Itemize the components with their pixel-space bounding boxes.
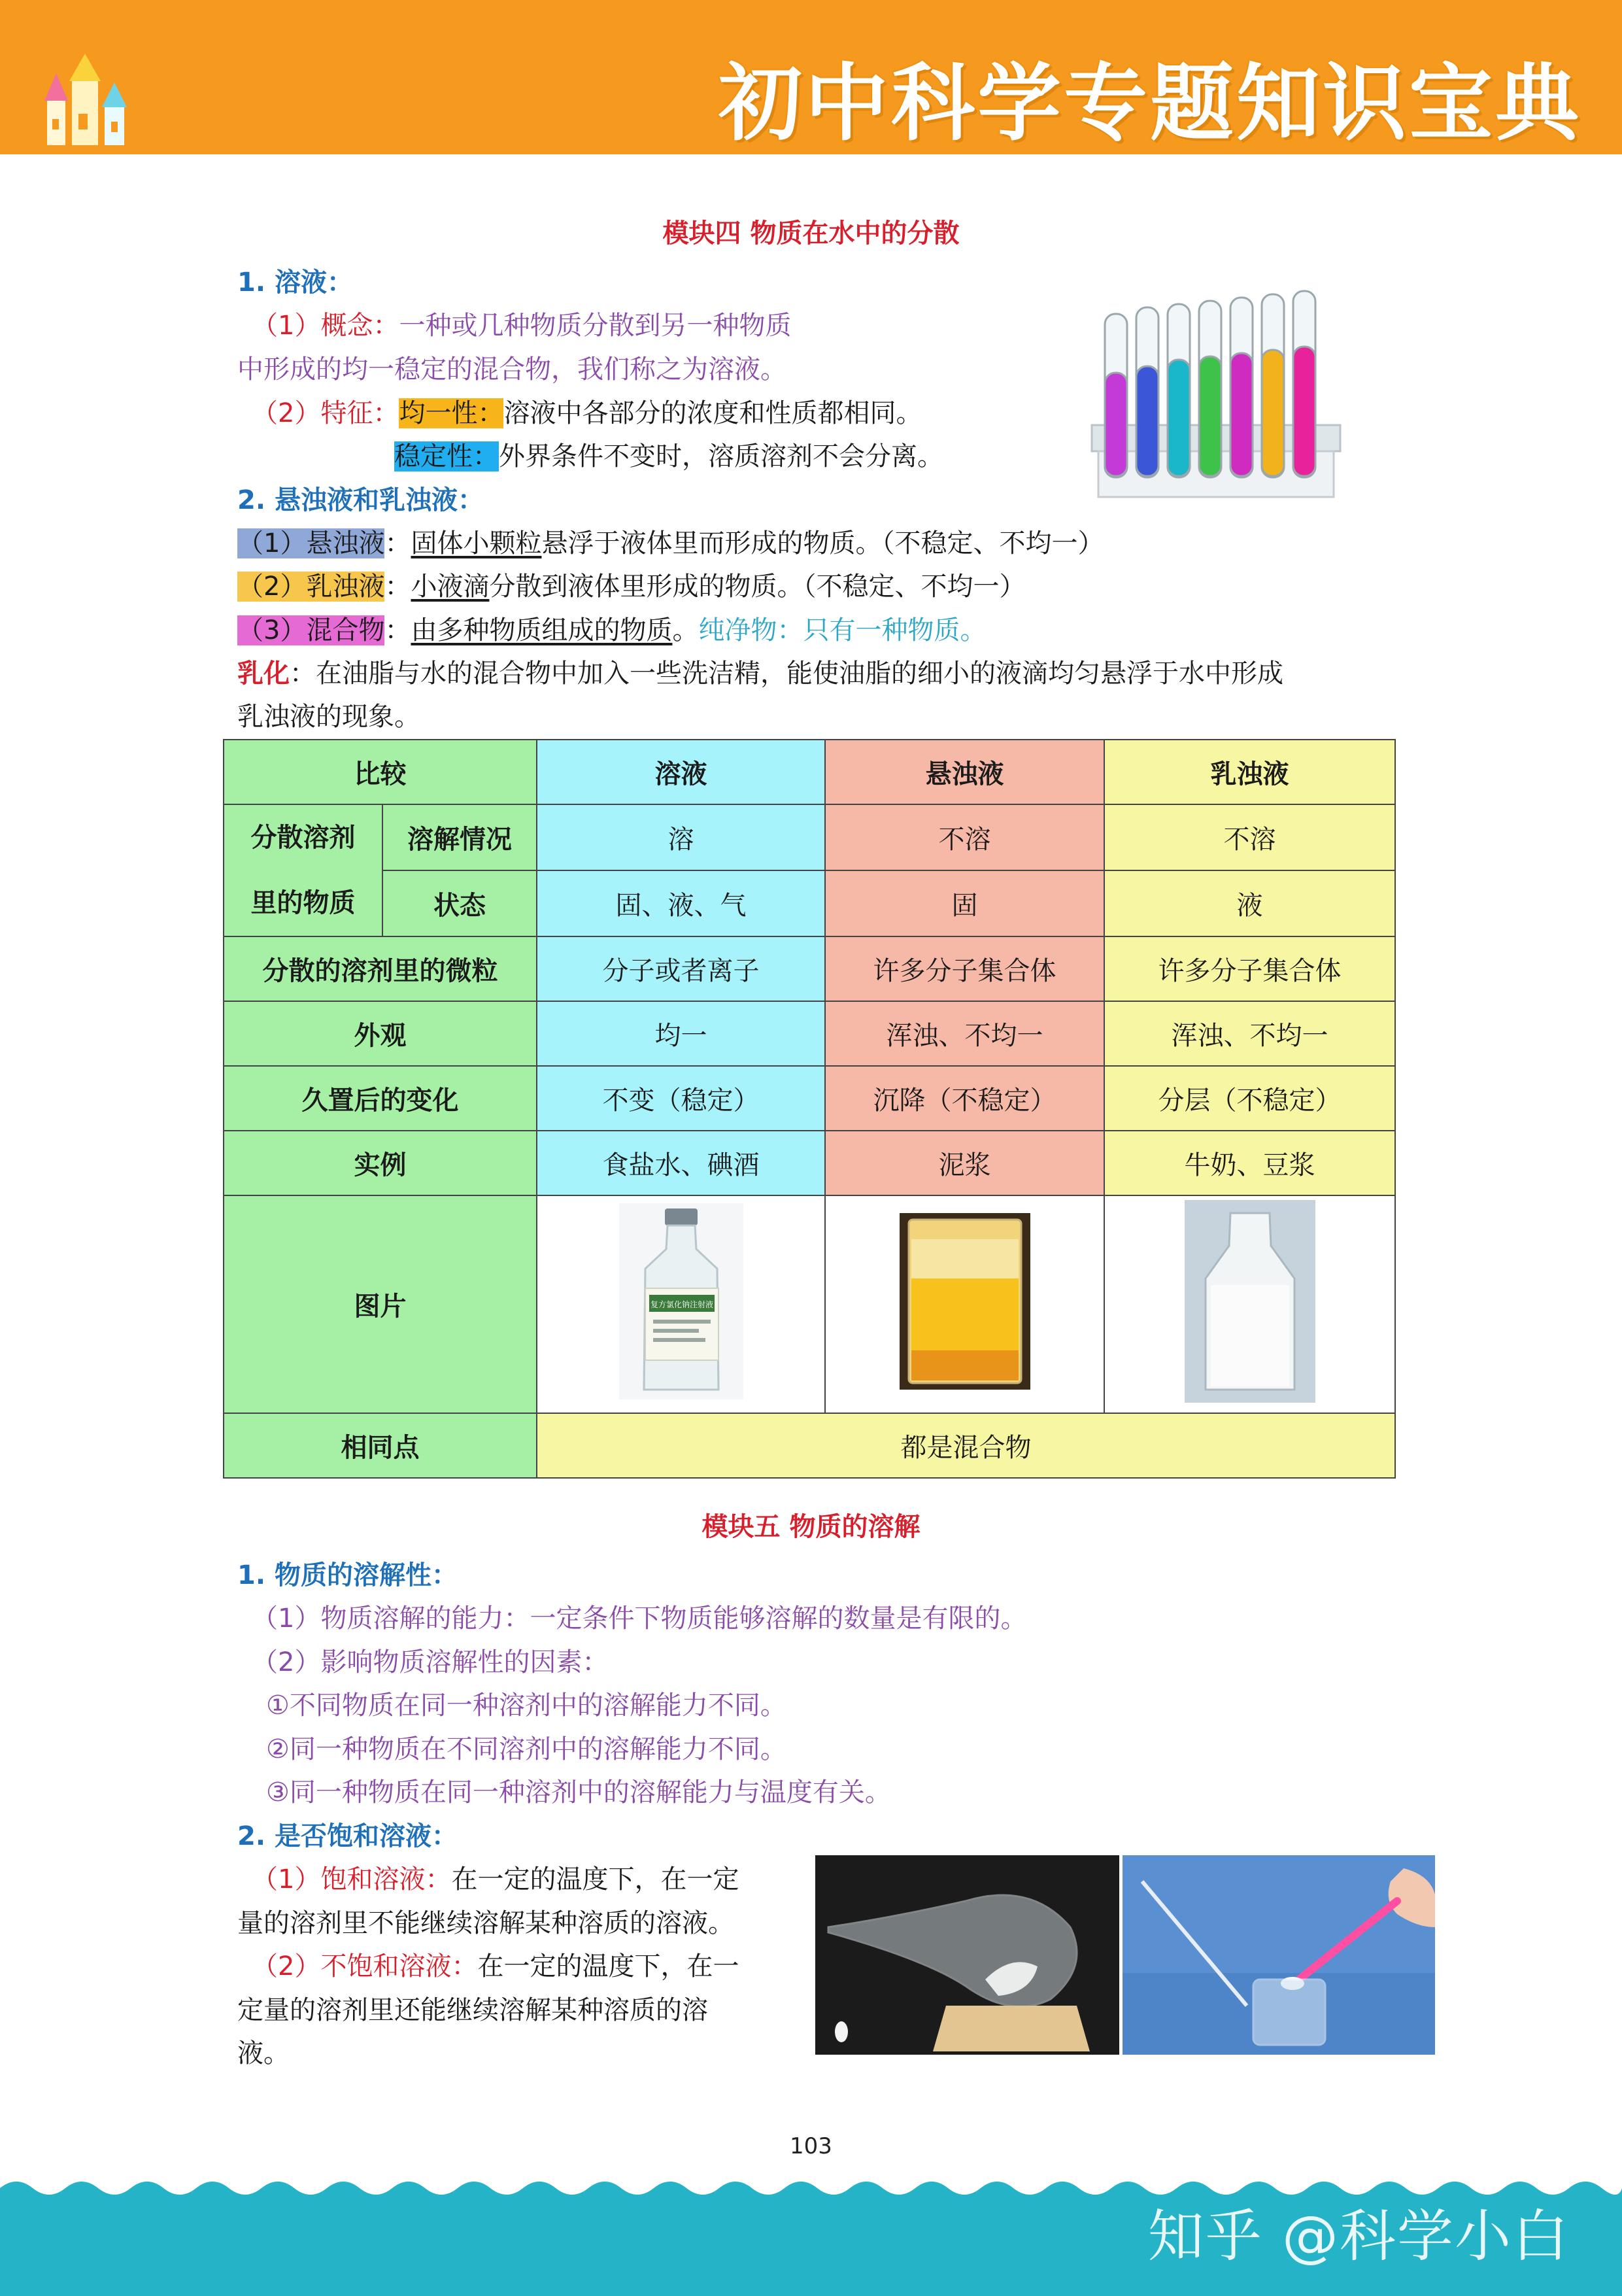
saturated-label: （1）饱和溶液： xyxy=(252,1864,452,1894)
table-row xyxy=(224,1131,1395,1195)
emulsify-line xyxy=(237,655,1283,692)
concept-text-2: 中形成的均一稳定的混合物，我们称之为溶液。 xyxy=(237,354,786,385)
section-solution-heading: 1. 溶液： xyxy=(237,267,353,298)
test-tubes-image xyxy=(1085,288,1347,504)
emulsion-key: 小液滴 xyxy=(411,572,490,602)
stirring-solution-image xyxy=(1123,1855,1435,2055)
cell: 浑浊、不均一 xyxy=(825,1001,1104,1066)
table-row xyxy=(224,1195,1395,1413)
solubility-ability: （1）物质溶解的能力：一定条件下物质能够溶解的数量是有限的。 xyxy=(252,1603,1027,1634)
mixture-colon: ： xyxy=(384,615,411,645)
emulsion-colon: ： xyxy=(384,572,411,602)
row-common-value: 都是混合物 xyxy=(537,1413,1395,1478)
table-row xyxy=(224,1001,1395,1066)
emulsify-text-2: 乳浊液的现象。 xyxy=(237,702,420,732)
unsaturated-text-1: 在一定的温度下，在一 xyxy=(477,1951,739,1981)
page-header xyxy=(0,0,1622,154)
cell: 均一 xyxy=(537,1001,825,1066)
section-saturated-heading: 2. 是否饱和溶液： xyxy=(237,1821,458,1851)
emulsify-text-1: ：在油脂与水的混合物中加入一些洗洁精，能使油脂的细小的液滴均匀悬浮于水中形成 xyxy=(290,659,1283,689)
factor-3: ③同一种物质在同一种溶剂中的溶解能力与温度有关。 xyxy=(266,1777,891,1808)
row-example-label: 实例 xyxy=(224,1131,537,1195)
stable-text: 外界条件不变时，溶质溶剂不会分离。 xyxy=(499,441,943,471)
mixture-period: 。 xyxy=(672,615,699,645)
suspension-photo-cell xyxy=(825,1195,1104,1413)
header-title: 初中科学专题知识宝典 xyxy=(718,55,1581,152)
stable-line xyxy=(394,438,943,475)
cell: 液 xyxy=(1104,870,1395,936)
stable-tag: 稳定性： xyxy=(394,441,499,471)
concept-label: （1）概念： xyxy=(252,311,399,341)
milk-bottle-image xyxy=(1185,1200,1315,1403)
emulsion-text: 分散到液体里形成的物质。（不稳定、不均一） xyxy=(489,572,1026,602)
cell: 溶 xyxy=(537,804,825,870)
row-look-label: 外观 xyxy=(224,1001,537,1066)
cell: 许多分子集合体 xyxy=(1104,936,1395,1001)
row-change-label: 久置后的变化 xyxy=(224,1066,537,1131)
suspension-tag: （1）悬浊液 xyxy=(237,528,385,558)
group-label xyxy=(224,804,382,936)
saturated-text-2: 量的溶剂里不能继续溶解某种溶质的溶液。 xyxy=(237,1908,734,1938)
header-compare: 比较 xyxy=(224,740,537,804)
mixture-key: 由多种物质组成的物质 xyxy=(411,615,673,645)
feature-label: （2）特征： xyxy=(252,398,399,428)
concept-line xyxy=(252,307,791,344)
pure-substance-text: 纯净物：只有一种物质。 xyxy=(698,615,987,645)
row-state-label: 状态 xyxy=(382,870,537,936)
cell: 沉降（不稳定） xyxy=(825,1066,1104,1131)
cell: 不溶 xyxy=(825,804,1104,870)
unsaturated-label: （2）不饱和溶液： xyxy=(252,1951,478,1981)
saturated-text-1: 在一定的温度下，在一定 xyxy=(451,1864,739,1894)
feature-line xyxy=(252,395,922,432)
emulsion-line xyxy=(237,568,1025,605)
row-common-label: 相同点 xyxy=(224,1413,537,1478)
module4-title: 模块四 物质在水中的分散 xyxy=(662,218,960,248)
emulsion-photo-cell xyxy=(1104,1195,1395,1413)
header-emulsion: 乳浊液 xyxy=(1104,740,1395,804)
table-row xyxy=(224,1066,1395,1131)
cell: 许多分子集合体 xyxy=(825,936,1104,1001)
header-solution: 溶液 xyxy=(537,740,825,804)
cell: 不溶 xyxy=(1104,804,1395,870)
cell: 食盐水、碘酒 xyxy=(537,1131,825,1195)
emulsion-tag: （2）乳浊液 xyxy=(237,572,385,602)
storm-glass-image xyxy=(815,1855,1119,2055)
row-dissolve-label: 溶解情况 xyxy=(382,804,537,870)
unsaturated-line xyxy=(252,1948,739,1985)
uniform-text: 溶液中各部分的浓度和性质都相同。 xyxy=(503,398,922,428)
table-row xyxy=(224,740,1395,804)
suspension-colon: ： xyxy=(384,528,411,558)
section-suspension-heading: 2. 悬浊液和乳浊液： xyxy=(237,485,484,515)
bottle-label-text: 复方氯化钠注射液 xyxy=(650,1299,713,1309)
unsaturated-text-3: 液。 xyxy=(237,2038,290,2068)
table-row xyxy=(224,1413,1395,1478)
castle-logo-icon xyxy=(41,54,152,152)
unsaturated-text-2: 定量的溶剂里还能继续溶解某种溶质的溶 xyxy=(237,1995,708,2025)
group-label-line2: 里的物质 xyxy=(250,888,356,918)
comparison-table xyxy=(223,739,1396,1479)
saline-bottle-image xyxy=(619,1203,743,1399)
uniform-tag: 均一性： xyxy=(399,398,504,428)
mud-beaker-image xyxy=(900,1213,1030,1390)
cell: 不变（稳定） xyxy=(537,1066,825,1131)
cell: 固 xyxy=(825,870,1104,936)
row-picture-label: 图片 xyxy=(224,1195,537,1413)
emulsify-label: 乳化 xyxy=(237,659,290,689)
section-solubility-heading: 1. 物质的溶解性： xyxy=(237,1560,458,1590)
table-row xyxy=(224,804,1395,870)
saturated-line xyxy=(252,1861,739,1898)
concept-text-1: 一种或几种物质分散到另一种物质 xyxy=(399,311,792,341)
header-suspension: 悬浊液 xyxy=(825,740,1104,804)
solubility-factors: （2）影响物质溶解性的因素： xyxy=(252,1647,609,1677)
factor-2: ②同一种物质在不同溶剂中的溶解能力不同。 xyxy=(266,1734,786,1764)
group-label-line1: 分散溶剂 xyxy=(250,823,356,853)
cell: 分子或者离子 xyxy=(537,936,825,1001)
row-particle-label: 分散的溶剂里的微粒 xyxy=(224,936,537,1001)
page-number: 103 xyxy=(790,2133,832,2159)
cell: 分层（不稳定） xyxy=(1104,1066,1395,1131)
table-row xyxy=(224,870,1395,936)
watermark: 知乎 @科学小白 xyxy=(1147,2204,1570,2269)
mixture-tag: （3）混合物 xyxy=(237,615,385,645)
suspension-line xyxy=(237,525,1104,562)
solution-photo-cell xyxy=(537,1195,825,1413)
cell: 泥浆 xyxy=(825,1131,1104,1195)
mixture-line xyxy=(237,612,986,649)
suspension-key: 固体小颗粒 xyxy=(411,528,542,558)
suspension-text: 悬浮于液体里而形成的物质。（不稳定、不均一） xyxy=(541,528,1104,558)
cell: 固、液、气 xyxy=(537,870,825,936)
factor-1: ①不同物质在同一种溶剂中的溶解能力不同。 xyxy=(266,1690,786,1721)
table-row xyxy=(224,936,1395,1001)
cell: 牛奶、豆浆 xyxy=(1104,1131,1395,1195)
module5-title: 模块五 物质的溶解 xyxy=(701,1512,921,1542)
cell: 浑浊、不均一 xyxy=(1104,1001,1395,1066)
